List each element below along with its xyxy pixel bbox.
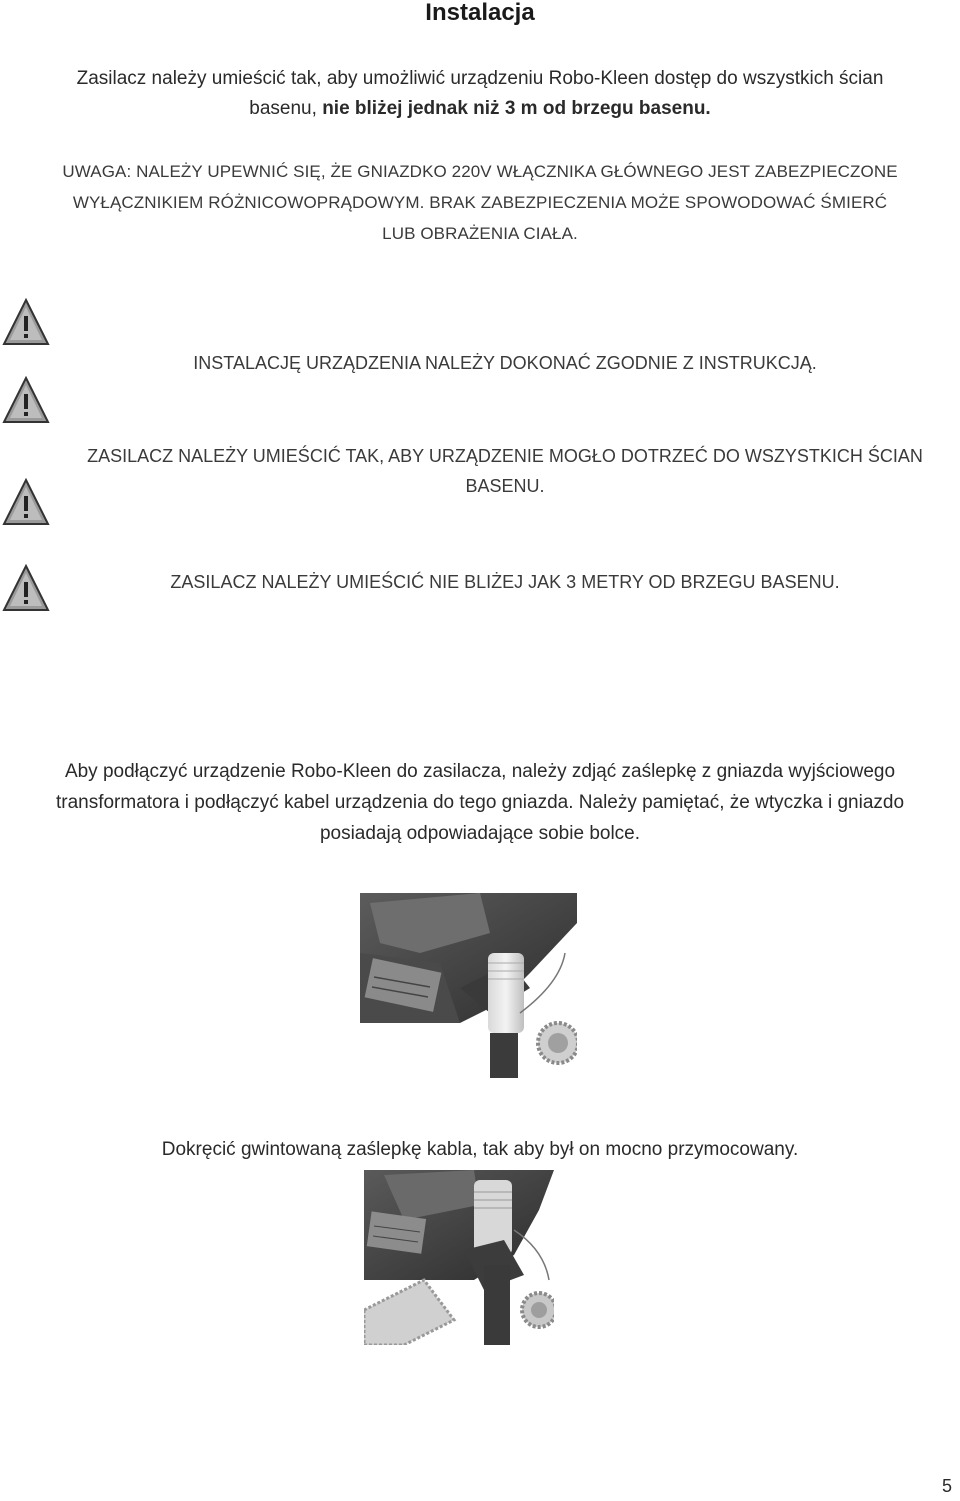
warning-3-line-1: ZASILACZ NALEŻY UMIEŚCIĆ NIE BLIŻEJ JAK 3 METRY OD BRZEGU BASENU. — [170, 572, 840, 592]
warning-triangle-icon — [2, 298, 50, 346]
warning-triangle-icon — [2, 376, 50, 424]
warning-1-line-1: INSTALACJĘ URZĄDZENIA NALEŻY DOKONAĆ ZGODNIE Z INSTRUKCJĄ. — [193, 353, 817, 373]
warning-triangle-icon — [2, 564, 50, 612]
warning-2-line-1: ZASILACZ NALEŻY UMIEŚCIĆ TAK, ABY URZĄDZENIE MOGŁO DOTRZEĆ DO WSZYSTKICH ŚCIAN — [87, 446, 923, 466]
intro-paragraph — [20, 64, 940, 124]
warning-triangle-icon — [2, 478, 50, 526]
connect-line-3: posiadają odpowiadające sobie bolce. — [319, 823, 641, 844]
intro-line-2 — [20, 94, 940, 124]
page-title: Instalacja — [425, 0, 535, 26]
warning-text-1 — [60, 348, 950, 378]
connect-line-1: Aby podłączyć urządzenie Robo-Kleen do zasilacza, należy zdjąć zaślepkę z gniazda wyjściowego — [64, 761, 896, 782]
warning-text-2 — [60, 441, 950, 501]
connect-paragraph — [10, 756, 950, 849]
cable-cap-caption: Dokręcić gwintowaną zaślepkę kabla, tak aby był on mocno przymocowany. — [161, 1139, 799, 1160]
warning-2-line-2: BASENU. — [465, 476, 545, 496]
caution-line-1: UWAGA: NALEŻY UPEWNIĆ SIĘ, ŻE GNIAZDKO 220V WŁĄCZNIKA GŁÓWNEGO JEST ZABEZPIECZONE — [62, 162, 898, 181]
intro-line-2-normal: basenu, — [249, 98, 323, 119]
page-number: 5 — [941, 1476, 952, 1496]
transformer-outlet-photo — [360, 893, 577, 1078]
warning-text-3 — [60, 567, 950, 597]
connect-line-2: transformatora i podłączyć kabel urządzenia do tego gniazda. Należy pamiętać, że wtyczka i gniazdo — [55, 792, 905, 813]
caution-line-2: WYŁĄCZNIKIEM RÓŻNICOWOPRĄDOWYM. BRAK ZABEZPIECZENIA MOŻE SPOWODOWAĆ ŚMIERĆ — [72, 193, 888, 212]
intro-line-2-bold: nie bliżej jednak niż 3 m od brzegu basenu. — [322, 98, 711, 119]
cable-cap-photo — [364, 1170, 554, 1345]
intro-line-1: Zasilacz należy umieścić tak, aby umożliwić urządzeniu Robo-Kleen dostęp do wszystkich ścian — [76, 68, 884, 89]
caution-line-3: LUB OBRAŻENIA CIAŁA. — [382, 224, 578, 243]
caution-block — [10, 156, 950, 249]
